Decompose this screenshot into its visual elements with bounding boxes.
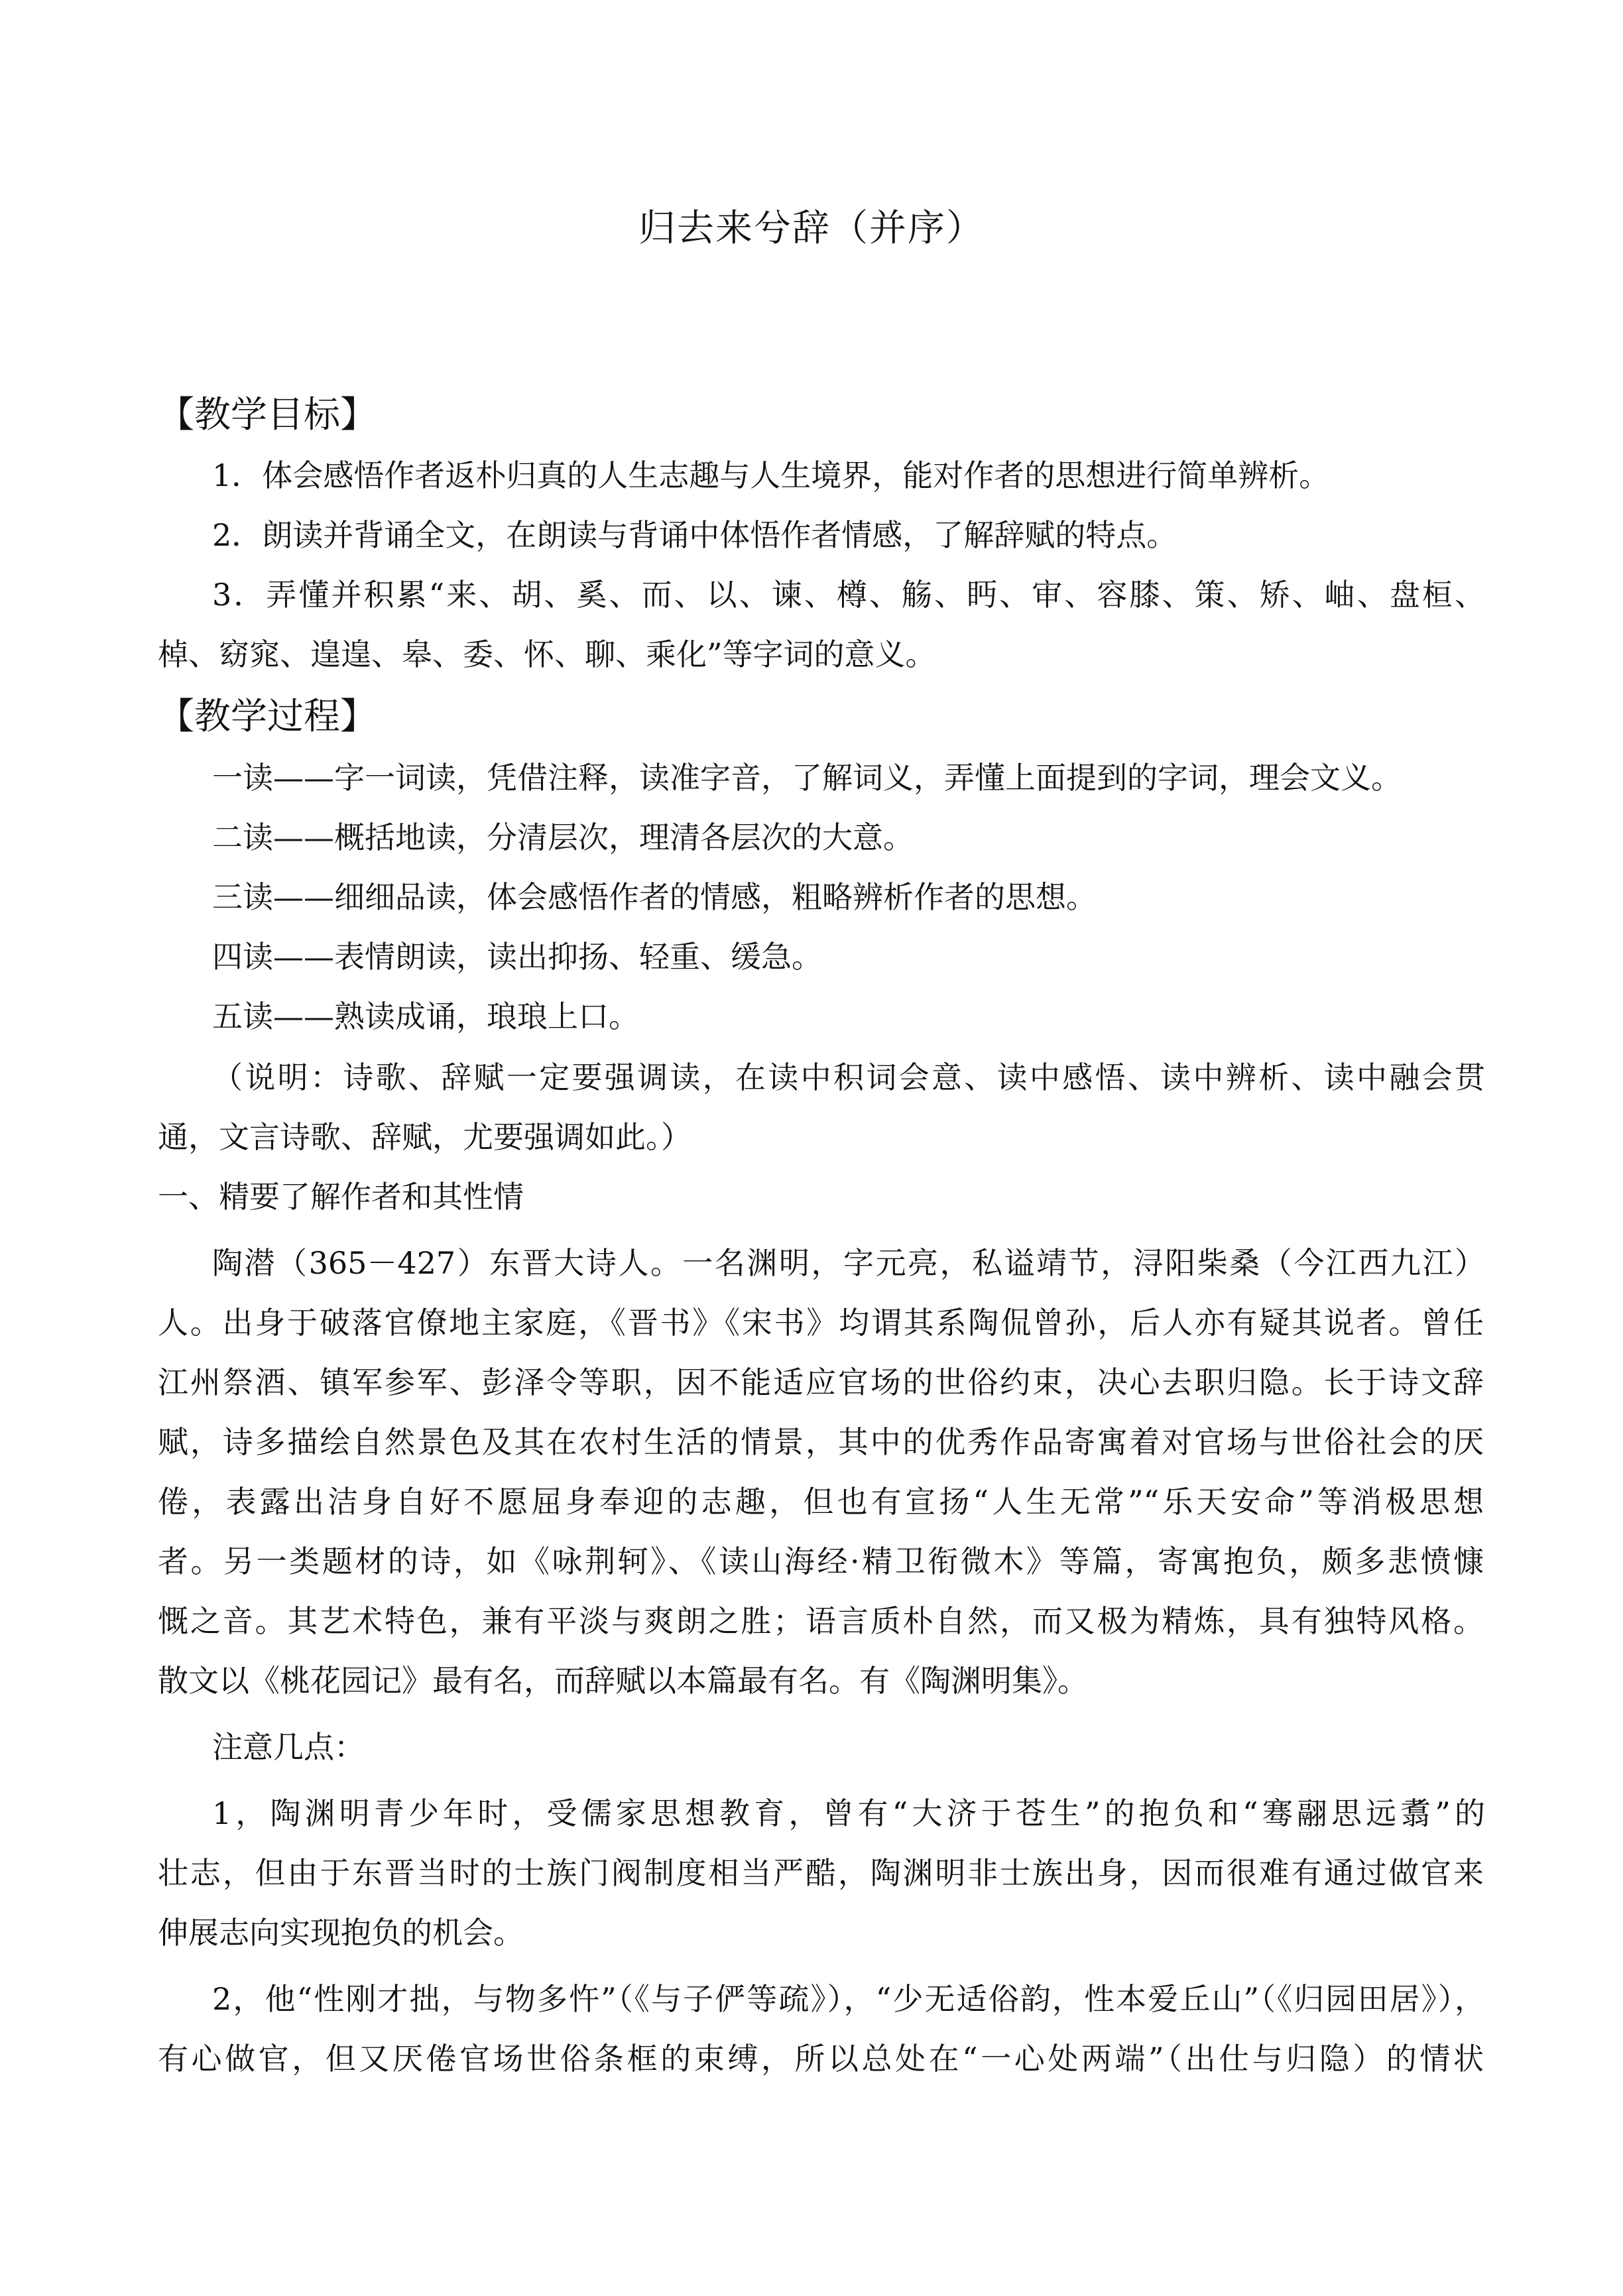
note1-line-3: 伸展志向实现抱负的机会。 xyxy=(158,1915,524,1951)
objectives-heading: 【教学目标】 xyxy=(158,393,377,436)
note1-line-1: 1，陶渊明青少年时，受儒家思想教育，曾有“大济于苍生”的抱负和“骞翮思远翥”的 xyxy=(212,1795,1485,1831)
bio-line-1: 陶潜（365－427）东晋大诗人。一名渊明，字元亮，私谥靖节，浔阳柴桑（今江西九江） xyxy=(212,1245,1485,1281)
notes-label: 注意几点： xyxy=(212,1729,365,1765)
process-heading: 【教学过程】 xyxy=(158,695,377,737)
process-note-cont: 通，文言诗歌、辞赋，尤要强调如此。） xyxy=(158,1119,691,1155)
bio-line-8: 散文以《桃花园记》最有名，而辞赋以本篇最有名。有《陶渊明集》。 xyxy=(158,1663,1088,1699)
bio-line-7: 慨之音。其艺术特色，兼有平淡与爽朗之胜；语言质朴自然，而又极为精炼，具有独特风格。 xyxy=(158,1603,1484,1639)
bio-line-5: 倦，表露出洁身自好不愿屈身奉迎的志趣，但也有宣扬“人生无常”“乐天安命”等消极思想 xyxy=(158,1484,1484,1520)
note2-line-2: 有心做官，但又厌倦官场世俗条框的束缚，所以总处在“一心处两端”（出仕与归隐）的情状 xyxy=(158,2041,1484,2077)
objective-item-3-cont: 棹、窈窕、遑遑、皋、委、怀、聊、乘化”等字词的意义。 xyxy=(158,636,936,672)
section1-heading: 一、精要了解作者和其性情 xyxy=(158,1179,524,1215)
objective-item-3: 3．弄懂并积累“来、胡、奚、而、以、谏、樽、觞、眄、审、容膝、策、矫、岫、盘桓、 xyxy=(212,577,1485,613)
bio-line-4: 赋，诗多描绘自然景色及其在农村生活的情景，其中的优秀作品寄寓着对官场与世俗社会的厌 xyxy=(158,1424,1484,1460)
process-item-3: 三读——细细品读，体会感悟作者的情感，粗略辨析作者的思想。 xyxy=(212,879,1097,915)
objective-item-1: 1．体会感悟作者返朴归真的人生志趣与人生境界，能对作者的思想进行简单辨析。 xyxy=(212,457,1330,493)
note1-line-2: 壮志，但由于东晋当时的士族门阀制度相当严酷，陶渊明非士族出身，因而很难有通过做官来 xyxy=(158,1855,1484,1891)
process-item-5: 五读——熟读成诵，琅琅上口。 xyxy=(212,998,639,1034)
process-item-1: 一读——字一词读，凭借注释，读准字音，了解词义，弄懂上面提到的字词，理会文义。 xyxy=(212,760,1402,796)
process-item-4: 四读——表情朗读，读出抑扬、轻重、缓急。 xyxy=(212,939,822,975)
objective-item-2: 2．朗读并背诵全文，在朗读与背诵中体悟作者情感，了解辞赋的特点。 xyxy=(212,517,1177,553)
note2-line-1: 2，他“性刚才拙，与物多忤”（《与子俨等疏》），“少无适俗韵，性本爱丘山”（《归园田居》）， xyxy=(212,1981,1485,2017)
bio-line-3: 江州祭酒、镇军参军、彭泽令等职，因不能适应官场的世俗约束，决心去职归隐。长于诗文辞 xyxy=(158,1364,1484,1400)
bio-line-6: 者。另一类题材的诗，如《咏荆轲》、《读山海经·精卫衔微木》等篇，寄寓抱负，颇多悲愤慷 xyxy=(158,1543,1484,1579)
document-title: 归去来兮辞（并序） xyxy=(638,207,985,250)
process-note: （说明：诗歌、辞赋一定要强调读，在读中积词会意、读中感悟、读中辨析、读中融会贯 xyxy=(212,1059,1485,1095)
process-item-2: 二读——概括地读，分清层次，理清各层次的大意。 xyxy=(212,819,914,855)
bio-line-2: 人。出身于破落官僚地主家庭，《晋书》《宋书》均谓其系陶侃曾孙，后人亦有疑其说者。曾任 xyxy=(158,1305,1484,1341)
